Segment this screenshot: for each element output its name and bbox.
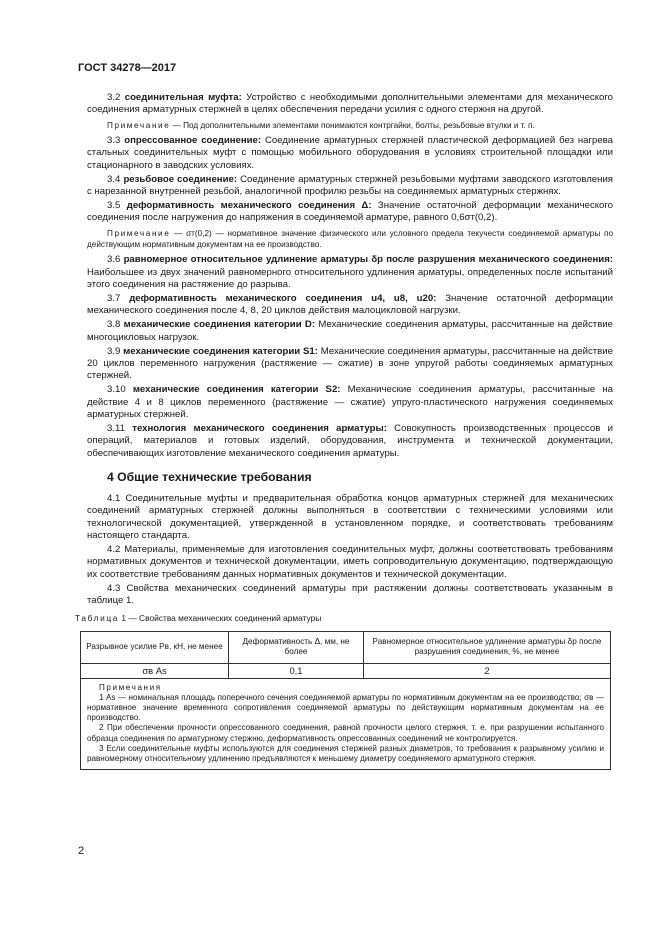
- table-cell: 2: [364, 663, 611, 678]
- table-notes: [81, 678, 611, 770]
- table-note: 3 Если соединительные муфты используются для соединения стержней разных диаметров, то требования к разрывному усилию и равномерному относительному удлинению предъявляются к меньшему диаметру соединяемого арматурного стержня.: [87, 743, 604, 763]
- clause-3-2: 3.2 соединительная муфта: Устройство с необходимыми дополнительными элементами для механического соединения арматурных стержней в целях обеспечения передачи усилия с одного стержня на другой.: [87, 92, 613, 116]
- table-note: 2 При обеспечении прочности опрессованного соединения, равной прочности целого стержня, т. е. при разрушении испытанного образца соединения по арматурному стержню, деформативность опрессованных соединений не контролируется.: [87, 723, 604, 743]
- clause-3-6: 3.6 равномерное относительное удлинение арматуры δp после разрушения механического соединения: Наибольшее из двух значений равномерного относительного удлинения арматуры, определенных после испытаний этого соединения на растяжение до разрыва.: [87, 254, 613, 290]
- note-2: Примечание — σт(0,2) — нормативное значение физического или условного предела текучести соединяемой арматуры по действующим нормативным документам на ее производство.: [87, 228, 613, 249]
- clause-3-5: 3.5 деформативность механического соединения Δ: Значение остаточной деформации механического соединения после нагружения до напряжения в соединяемой арматуре, равного 0,6σт(0,2).: [87, 200, 614, 224]
- table-note: 1 Аs — номинальная площадь поперечного сечения соединяемой арматуры по нормативным документам на ее производство; σв — нормативное значение временного сопротивления соединяемой арматуры по действующим нормативным документам на ее производство.: [87, 692, 604, 723]
- table-cell: σв Аs: [81, 663, 229, 678]
- term: механические соединения категории S1:: [123, 345, 318, 357]
- table-header-cell: Разрывное усилие Рв, кН, не менее: [81, 631, 229, 663]
- table-cell: 0,1: [229, 663, 364, 678]
- note-1: Примечание — Под дополнительными элементами понимаются контргайки, болты, резьбовые втулки и т. п.: [107, 120, 535, 130]
- clause-4-2: 4.2 Материалы, применяемые для изготовления соединительных муфт, должны соответствовать требованиям нормативных документов и технической документации, иметь сопроводительную документацию, подтверждающую их соответствие требованиям данных нормативных документов и технической документации.: [87, 543, 613, 580]
- clause-4-3: 4.3 Свойства механических соединений арматуры при растяжении должны соответствовать указанным в таблице 1.: [87, 582, 613, 606]
- table-row: [81, 663, 611, 678]
- clause-3-3: 3.3 опрессованное соединение: Соединение арматурных стержней пластической деформацией без нагрева стальных соединительных муфт с помощью мобильного оборудования в условиях строительной площадки или стационарного в заводских условиях.: [87, 135, 613, 171]
- section-4-heading: 4 Общие технические требования: [107, 470, 312, 484]
- table-notes-row: [81, 678, 611, 770]
- clause-3-10: 3.10 механические соединения категории S2: Механические соединения арматуры, рассчитанные на действие 4 и 8 циклов переменного (растяжение — сжатие) упруго-пластического нагружения соединяемых арматурных стержней.: [87, 384, 613, 421]
- properties-table: [80, 631, 611, 771]
- table-title: Таблица 1 — Свойства механических соединений арматуры: [75, 613, 322, 624]
- term: опрессованное соединение:: [124, 135, 262, 147]
- table-header-cell: Равномерное относительное удлинение арматуры δp после разрушения соединения, %, не менее: [364, 631, 611, 663]
- page-number: 2: [78, 845, 85, 857]
- clause-3-11: 3.11 технология механического соединения арматуры: Совокупность производственных процессов и операций, материалов и готовых изделий, оборудования, инструмента и технической документации, обеспечивающих изготовление механического соединения арматуры.: [87, 423, 613, 459]
- clause-3-8: 3.8 механические соединения категории D: Механические соединения арматуры, рассчитанные на действие многоцикловых нагрузок.: [87, 319, 613, 343]
- document-body: [75, 92, 614, 770]
- standard-header: ГОСТ 34278—2017: [78, 62, 177, 74]
- term: равномерное относительное удлинение арматуры δp после разрушения механического соединения:: [123, 254, 613, 266]
- term: механические соединения категории S2:: [132, 384, 341, 396]
- term: соединительная муфта:: [124, 92, 242, 103]
- clause-3-7: 3.7 деформативность механического соединения u4, u8, u20: Значение остаточной деформации механического соединения после 4, 8, 20 циклов действия малоцикловой нагрузки.: [87, 292, 613, 317]
- term: механические соединения категории D:: [123, 319, 316, 331]
- table-header-row: [81, 631, 611, 663]
- term: деформативность механического соединения u4, u8, u20:: [129, 292, 437, 304]
- clause-3-4: 3.4 резьбовое соединение: Соединение арматурных стержней резьбовыми муфтами заводского изготовления с нарезанной внутренней резьбой, аналогичной профилю резьбы на соединяемых арматурных стержнях.: [87, 173, 613, 198]
- clause-4-1: 4.1 Соединительные муфты и предварительная обработка концов арматурных стержней для механических соединений арматурных стержней должны выполняться в соответствии с техническими условиями или технологической документацией, утвержденной в установленном порядке, и соответствовать требованиям настоящего стандарта.: [87, 493, 613, 541]
- term: деформативность механического соединения Δ:: [126, 200, 372, 212]
- clause-3-9: 3.9 механические соединения категории S1: Механические соединения арматуры, рассчитанные на действие 20 циклов переменного нагружения (растяжение — сжатие) в зоне упругой работы соединяемых арматурных стержней.: [87, 345, 613, 382]
- table-header-cell: Деформативность Δ, мм, не более: [229, 631, 364, 663]
- term: технология механического соединения арматуры:: [132, 423, 387, 435]
- notes-heading: Примечания: [99, 682, 162, 692]
- term: резьбовое соединение:: [123, 173, 238, 185]
